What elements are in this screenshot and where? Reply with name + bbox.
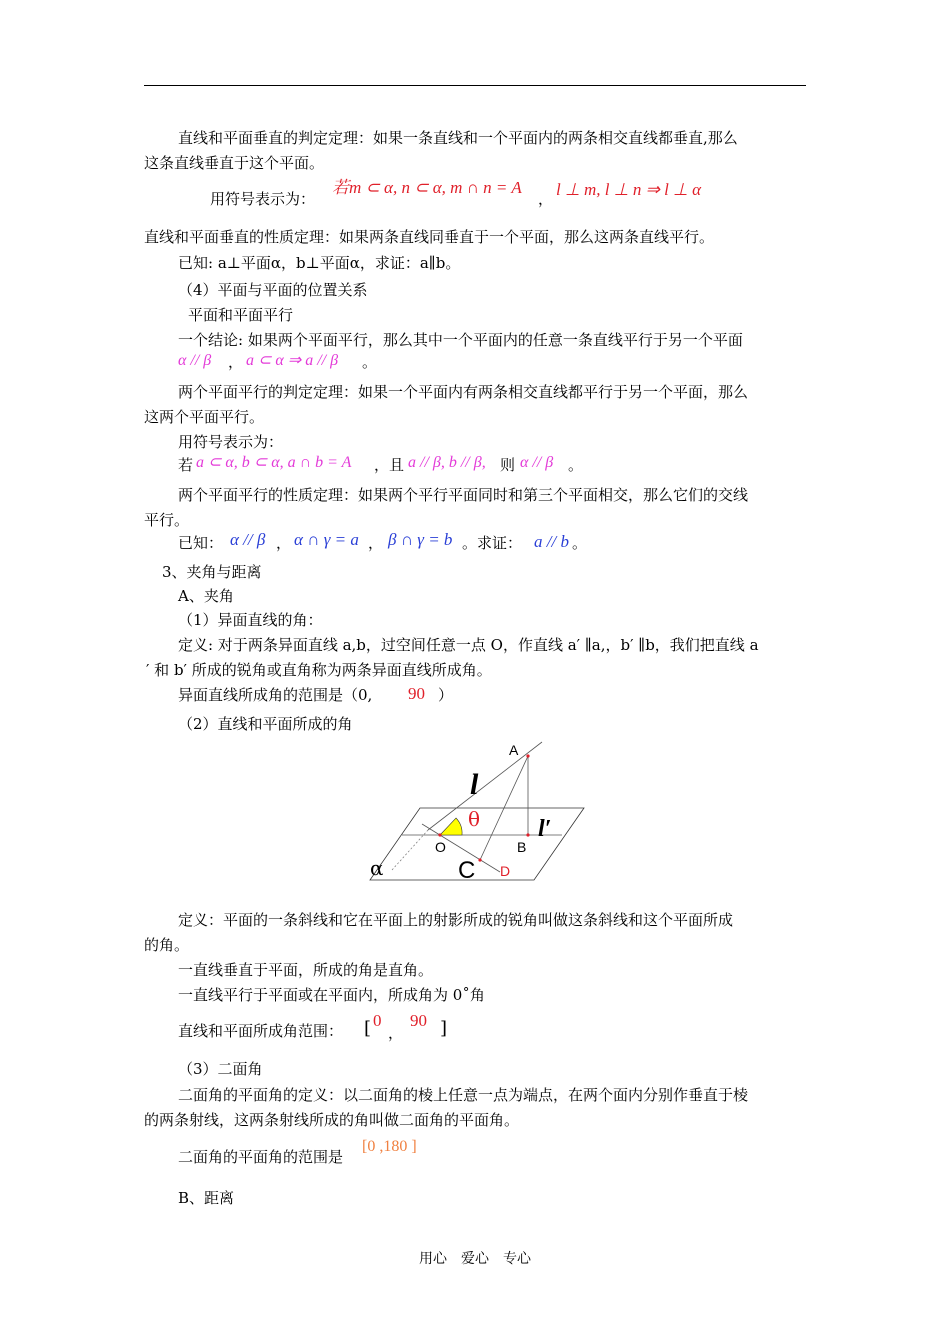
text-line: ，: [228, 353, 244, 371]
point-O: [438, 833, 441, 836]
text-line: 两个平面平行的判定定理：如果一个平面内有两条相交直线都平行于另一个平面，那么: [178, 383, 749, 401]
text-line: 这条直线垂直于这个平面。: [144, 154, 325, 172]
text-line: 平行。: [144, 511, 190, 529]
math-expression: a // β, b // β,: [408, 454, 486, 471]
oblique-line-l: [428, 742, 542, 830]
text-line: 直线和平面垂直的性质定理：如果两条直线同垂直于一个平面，那么这两条直线平行。: [144, 228, 715, 246]
text-line: 用符号表示为：: [178, 433, 284, 451]
bracket: [: [364, 1018, 372, 1039]
text-line: 一直线平行于平面或在平面内，所成角为 0˚角: [178, 986, 485, 1004]
text-line: 。: [568, 456, 584, 474]
math-expression: α // β: [520, 454, 554, 471]
section-heading: 3、夹角与距离: [162, 563, 262, 581]
label-B: B: [517, 839, 527, 855]
text-line: ，: [276, 534, 292, 552]
label-O: O: [435, 839, 446, 855]
math-expression: α ∩ γ = a: [294, 530, 359, 549]
label-alpha: α: [370, 856, 384, 880]
text-line: ′ 和 b′ 所成的锐角或直角称为两条异面直线所成角。: [146, 661, 492, 679]
text-line: ）: [438, 686, 454, 704]
text-line: 定义：平面的一条斜线和它在平面上的射影所成的锐角叫做这条斜线和这个平面所成: [178, 911, 734, 929]
text-line: （1）异面直线的角：: [178, 611, 323, 629]
bracket: ]: [440, 1018, 448, 1039]
math-expression: α // β: [178, 352, 212, 369]
text-line: （3）二面角: [178, 1060, 263, 1078]
text-line: A、夹角: [178, 587, 234, 605]
page-footer: 用心 爱心 专心: [419, 1251, 531, 1267]
label-theta: θ: [468, 807, 481, 831]
text-line: 二面角的平面角的范围是: [178, 1148, 344, 1166]
text-line: 。求证：: [462, 534, 523, 552]
angle-theta-wedge: [440, 818, 462, 835]
label-lprime: l′: [538, 816, 552, 842]
text-line: 若: [178, 456, 194, 474]
text-line: 一直线垂直于平面，所成的角是直角。: [178, 961, 434, 979]
text-line: ，: [388, 1024, 404, 1042]
label-l: l: [470, 768, 479, 801]
text-line: 直线和平面所成角范围：: [178, 1022, 344, 1040]
text-line: 直线和平面垂直的判定定理：如果一条直线和一个平面内的两条相交直线都垂直,那么: [178, 129, 738, 147]
line-plane-angle-figure: [362, 738, 602, 888]
text-line: 则: [500, 456, 516, 474]
text-line: 两个平面平行的性质定理：如果两个平行平面同时和第三个平面相交，那么它们的交线: [178, 486, 749, 504]
text-line: 已知: a⊥平面α，b⊥平面α，求证：a∥b。: [178, 254, 461, 272]
text-line: 一个结论: 如果两个平面平行，那么其中一个平面内的任意一条直线平行于另一个平面: [178, 331, 743, 349]
text-line: 用符号表示为：: [210, 190, 316, 208]
math-expression: α // β: [230, 530, 266, 549]
text-line: 已知：: [178, 534, 224, 552]
text-line: 的两条射线，这两条射线所成的角叫做二面角的平面角。: [144, 1111, 520, 1129]
math-expression: a ⊂ α, b ⊂ α, a ∩ b = A: [196, 454, 352, 471]
text-line: 。: [572, 534, 588, 552]
label-C: C: [458, 857, 476, 884]
math-expression: a // b: [534, 532, 569, 551]
point-C: [478, 858, 481, 861]
label-D: D: [500, 863, 511, 879]
math-number: 0: [373, 1011, 382, 1030]
text-line: 平面和平面平行: [188, 306, 294, 324]
header-rule: [144, 85, 806, 86]
text-line: 的角。: [144, 936, 190, 954]
point-B: [526, 833, 529, 836]
text-line: 这两个平面平行。: [144, 408, 265, 426]
text-line: ，: [538, 190, 554, 208]
math-expression: β ∩ γ = b: [388, 530, 453, 549]
text-line: ，且: [374, 456, 405, 474]
text-line: （2）直线和平面所成的角: [178, 715, 353, 733]
oblique-line-hidden: [392, 830, 428, 870]
text-line: ，: [368, 534, 384, 552]
text-line: 二面角的平面角的定义：以二面角的棱上任意一点为端点，在两个面内分别作垂直于棱: [178, 1086, 749, 1104]
text-line: 定义: 对于两条异面直线 a,b，过空间任意一点 O，作直线 a′ ∥a,，b′ ∥b，我们把直线 a: [178, 636, 759, 654]
text-line: 。: [362, 353, 378, 371]
math-number: 90: [410, 1011, 427, 1030]
math-number: 90: [408, 684, 425, 703]
math-expression: 若m ⊂ α, n ⊂ α, m ∩ n = A: [332, 178, 522, 197]
text-line: B、距离: [178, 1189, 235, 1207]
math-expression: l ⊥ m, l ⊥ n ⇒ l ⊥ α: [556, 180, 702, 199]
point-A: [526, 754, 529, 757]
label-A: A: [509, 742, 519, 758]
text-line: （4）平面与平面的位置关系: [178, 281, 368, 299]
math-expression: a ⊂ α ⇒ a // β: [246, 352, 339, 369]
text-line: 异面直线所成角的范围是（0,: [178, 686, 373, 704]
math-range: [0 ,180 ]: [362, 1138, 417, 1155]
